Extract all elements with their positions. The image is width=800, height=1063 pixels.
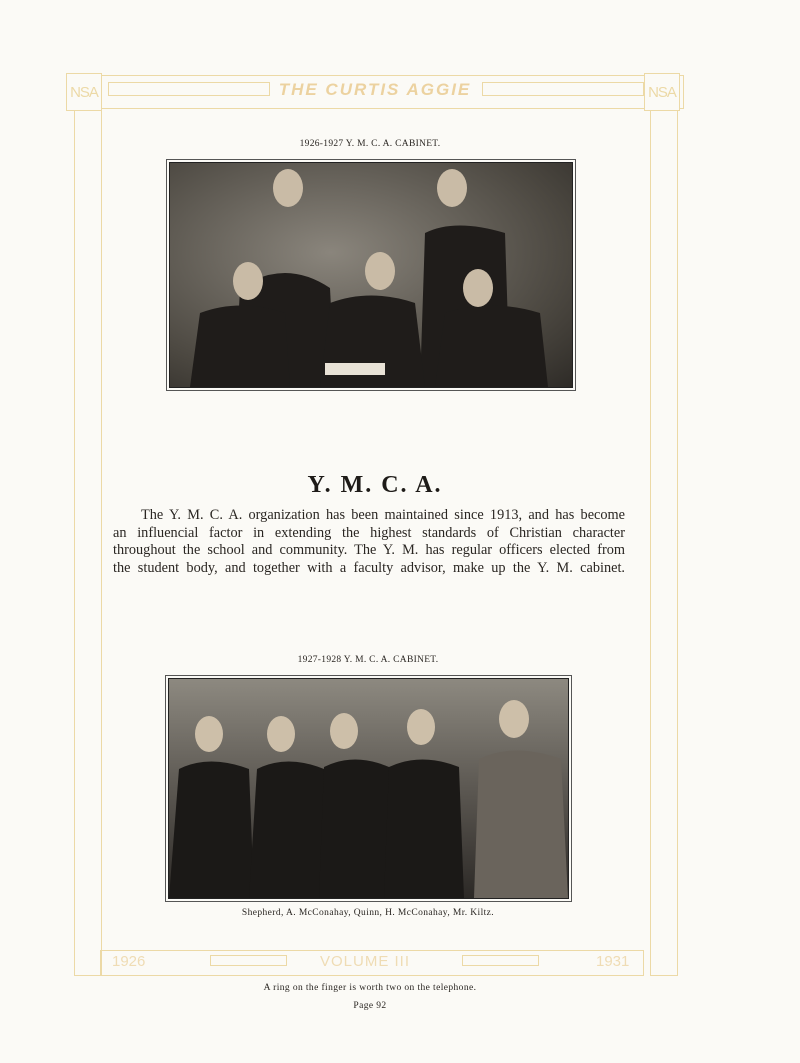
paragraph-line: the student body, and together with a faculty advisor, make up the Y. M. cabinet.: [113, 559, 625, 576]
footer-quote: A ring on the finger is worth two on the telephone.: [263, 983, 477, 993]
paragraph-line: throughout the school and community. The Y. M. has regular officers elected from: [113, 542, 625, 558]
emblem-left: [66, 73, 102, 111]
decor-box: [210, 955, 287, 966]
right-pillar: [650, 108, 678, 976]
decor-box: [482, 82, 644, 96]
group-photo-figures: [170, 163, 572, 387]
photo-1927-1928-cabinet: [168, 678, 569, 899]
photo-1926-1927-cabinet: [169, 162, 573, 388]
section-heading: Y. M. C. A.: [307, 472, 443, 498]
page-header-title: THE CURTIS AGGIE: [278, 80, 472, 99]
photo1-caption: 1926-1927 Y. M. C. A. CABINET.: [299, 139, 441, 149]
emblem-right: [644, 73, 680, 111]
emblem-text: NSA: [648, 83, 676, 101]
photo2-names: Shepherd, A. McConahay, Quinn, H. McConahay, Mr. Kiltz.: [241, 908, 495, 918]
section-paragraph: [113, 507, 625, 577]
left-pillar: [74, 108, 102, 976]
page-number: Page 92: [353, 1001, 387, 1011]
paragraph-line: an influencial factor in extending the highest standards of Christian character: [113, 524, 625, 541]
footer-volume: VOLUME III: [320, 953, 411, 970]
photo2-caption: 1927-1928 Y. M. C. A. CABINET.: [297, 655, 439, 665]
group-photo-figures: [169, 679, 568, 898]
decor-box: [462, 955, 539, 966]
paragraph-line: The Y. M. C. A. organization has been maintained since 1913, and has become: [141, 507, 625, 523]
decor-box: [108, 82, 270, 96]
footer-year-right: 1931: [596, 953, 630, 970]
footer-year-left: 1926: [112, 953, 146, 970]
emblem-text: NSA: [70, 83, 98, 101]
